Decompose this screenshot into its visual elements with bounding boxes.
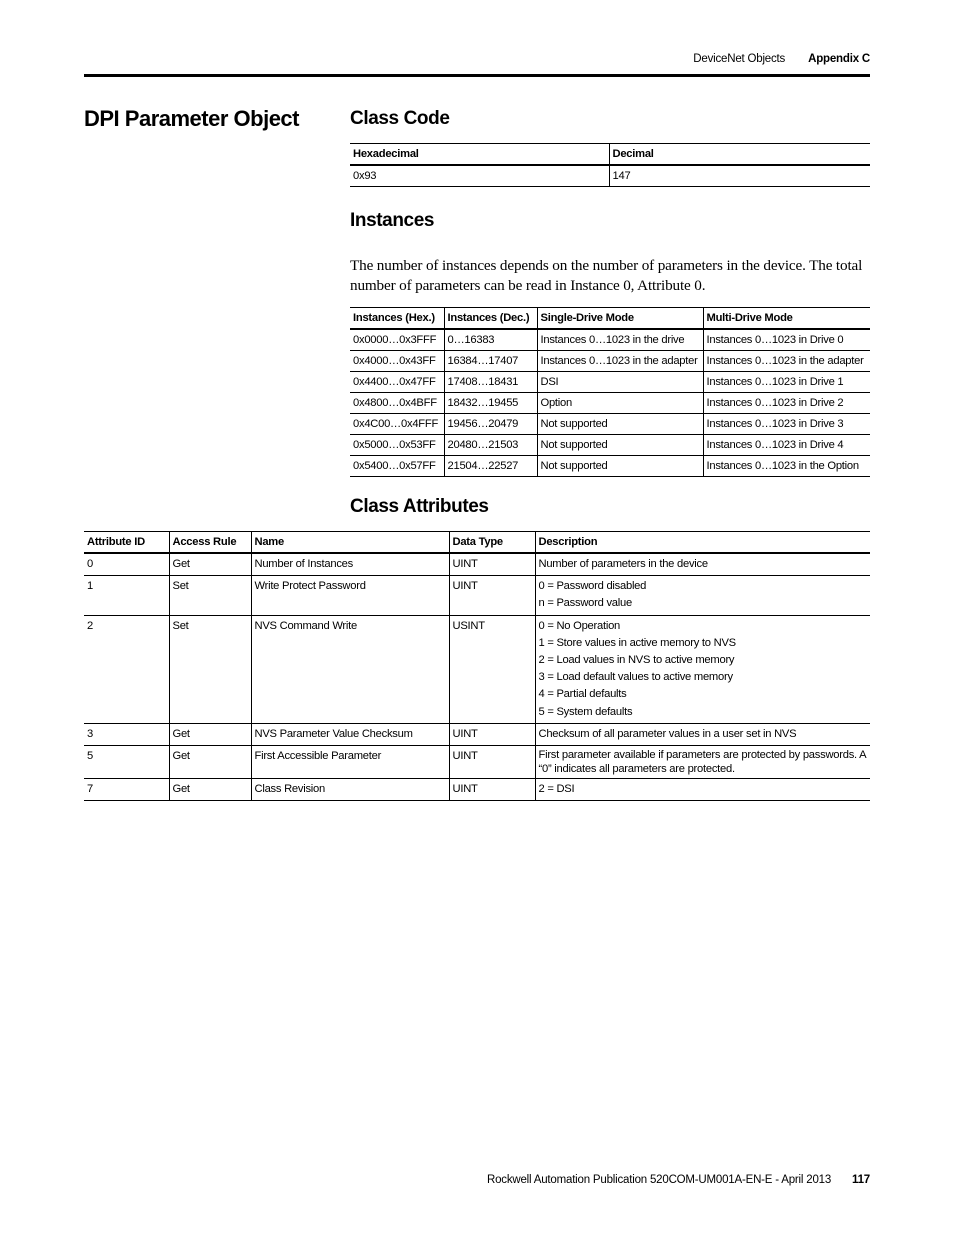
table-cell: Not supported [537,456,703,477]
description-line: 2 = DSI [538,783,575,796]
access-rule-cell: Get [169,553,251,576]
table-row [350,165,870,187]
column-header: Multi-Drive Mode [703,308,870,330]
table-cell: Instances 0…1023 in the drive [537,329,703,351]
attribute-id-cell: 7 [84,779,169,801]
description-line: 0 = Password disabled [538,580,647,593]
table-cell: 0x93 [350,165,609,187]
table-cell: DSI [537,372,703,393]
table-row [84,615,870,723]
class-attributes-heading: Class Attributes [350,496,489,517]
table-row [350,372,870,393]
data-type-cell: UINT [449,779,535,801]
table-cell: Instances 0…1023 in Drive 2 [703,393,870,414]
access-rule-cell: Get [169,779,251,801]
table-row [84,553,870,576]
name-cell: NVS Command Write [251,615,449,723]
table-row [84,746,870,779]
description-cell [535,723,870,745]
access-rule-cell: Get [169,723,251,745]
class-code-table [350,143,870,187]
data-type-cell: USINT [449,615,535,723]
table-cell: 0…16383 [444,329,537,351]
table-cell: 20480…21503 [444,435,537,456]
table-row [84,779,870,801]
description-line: 0 = No Operation [538,619,621,632]
table-cell: Instances 0…1023 in Drive 0 [703,329,870,351]
data-type-cell: UINT [449,746,535,779]
description-line: Checksum of all parameter values in a user set in NVS [538,727,797,740]
table-row [84,723,870,745]
table-row [350,435,870,456]
column-header: Decimal [609,144,870,166]
footer-publication: Rockwell Automation Publication 520COM-UM001A-EN-E - April 2013 [486,1174,832,1186]
table-cell: Not supported [537,414,703,435]
attribute-id-cell: 1 [84,576,169,615]
table-cell: Not supported [537,435,703,456]
table-header-row [350,144,870,166]
column-header: Data Type [449,532,535,554]
page-footer [487,1174,870,1186]
table-row [350,329,870,351]
table-row [350,393,870,414]
table-cell: Instances 0…1023 in the adapter [703,351,870,372]
column-header: Name [251,532,449,554]
instances-paragraph: The number of instances depends on the number of parameters in the device. The total number of parameters can be read in Instance 0, Attribute 0. [350,257,863,294]
table-header-row [84,532,870,554]
column-header: Instances (Dec.) [444,308,537,330]
table-cell: 0x4C00…0x4FFF [350,414,444,435]
instances-table [350,307,870,477]
access-rule-cell: Set [169,576,251,615]
table-cell: 21504…22527 [444,456,537,477]
table-cell: 0x4400…0x47FF [350,372,444,393]
table-cell: Instances 0…1023 in the Option [703,456,870,477]
table-row [350,414,870,435]
access-rule-cell: Get [169,746,251,779]
data-type-cell: UINT [449,576,535,615]
name-cell: NVS Parameter Value Checksum [251,723,449,745]
description-cell [535,615,870,723]
header-rule [84,74,870,77]
data-type-cell: UINT [449,723,535,745]
header-section: DeviceNet Objects [693,53,786,65]
table-header-row [350,308,870,330]
column-header: Single-Drive Mode [537,308,703,330]
description-cell [535,553,870,576]
instances-heading: Instances [350,210,435,231]
table-cell: Instances 0…1023 in Drive 4 [703,435,870,456]
description-cell [535,779,870,801]
data-type-cell: UINT [449,553,535,576]
table-cell: 0x4000…0x43FF [350,351,444,372]
attribute-id-cell: 3 [84,723,169,745]
table-cell: 0x0000…0x3FFF [350,329,444,351]
description-line: 4 = Partial defaults [538,688,627,701]
name-cell: Write Protect Password [251,576,449,615]
table-cell: 18432…19455 [444,393,537,414]
table-cell: 16384…17407 [444,351,537,372]
class-code-heading: Class Code [350,108,450,129]
table-cell: 17408…18431 [444,372,537,393]
description-cell [535,746,870,779]
description-line: First parameter available if parameters are protected by passwords. A “0” indicates all parameters are protected. [538,749,866,776]
access-rule-cell: Set [169,615,251,723]
table-cell: Instances 0…1023 in the adapter [537,351,703,372]
column-header: Hexadecimal [350,144,609,166]
description-line: 3 = Load default values to active memory [538,671,733,684]
description-line: n = Password value [538,597,632,610]
table-cell: 0x4800…0x4BFF [350,393,444,414]
attribute-id-cell: 2 [84,615,169,723]
page-title: DPI Parameter Object [84,106,299,131]
table-cell: Instances 0…1023 in Drive 1 [703,372,870,393]
header-appendix: Appendix C [808,53,870,65]
column-header: Access Rule [169,532,251,554]
table-cell: 0x5000…0x53FF [350,435,444,456]
table-row [84,576,870,615]
name-cell: Class Revision [251,779,449,801]
column-header: Instances (Hex.) [350,308,444,330]
description-line: 1 = Store values in active memory to NVS [538,636,736,649]
table-cell: 0x5400…0x57FF [350,456,444,477]
table-row [350,351,870,372]
description-line: 5 = System defaults [538,705,633,718]
table-cell: 19456…20479 [444,414,537,435]
column-header: Description [535,532,870,554]
page-number: 117 [852,1174,870,1186]
description-cell [535,576,870,615]
description-line: 2 = Load values in NVS to active memory [538,654,735,667]
class-attributes-table [84,531,870,801]
name-cell: First Accessible Parameter [251,746,449,779]
column-header: Attribute ID [84,532,169,554]
running-header [693,53,870,65]
table-cell: 147 [609,165,870,187]
attribute-id-cell: 5 [84,746,169,779]
attribute-id-cell: 0 [84,553,169,576]
table-row [350,456,870,477]
table-cell: Option [537,393,703,414]
description-line: Number of parameters in the device [538,558,708,570]
name-cell: Number of Instances [251,553,449,576]
table-cell: Instances 0…1023 in Drive 3 [703,414,870,435]
